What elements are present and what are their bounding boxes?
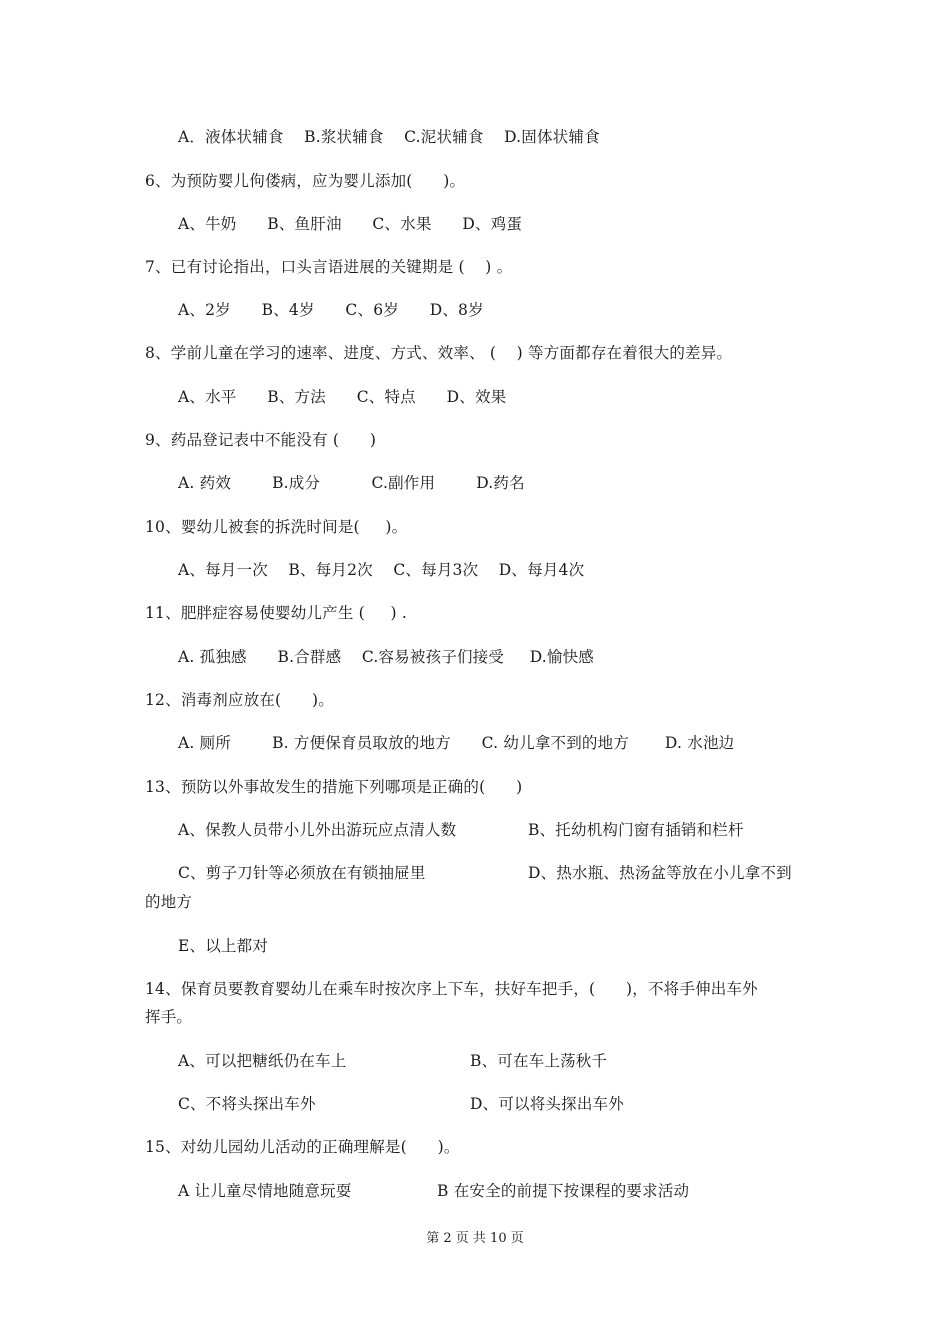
q13-option-d: D、热水瓶、热汤盆等放在小儿拿不到 [528, 864, 792, 882]
question-13: 13、预防以外事故发生的措施下列哪项是正确的( ) [145, 778, 523, 796]
question-14: 14、保育员要教育婴幼儿在乘车时按次序上下车，扶好车把手，( )，不将手伸出车外 [145, 980, 758, 998]
q11-options: A. 孤独感 B.合群感 C.容易被孩子们接受 D.愉快感 [178, 648, 595, 666]
q13-option-e: E、以上都对 [178, 937, 269, 955]
page-footer: 第 2 页 共 10 页 [426, 1231, 524, 1246]
question-6: 6、为预防婴儿佝偻病，应为婴儿添加( )。 [145, 172, 466, 190]
q8-options: A、水平 B、方法 C、特点 D、效果 [178, 388, 507, 406]
q14-option-c: C、不将头探出车外 [178, 1095, 316, 1113]
question-10: 10、婴幼儿被套的拆洗时间是( )。 [145, 518, 408, 536]
q15-option-a: A 让儿童尽情地随意玩耍 [178, 1182, 352, 1200]
q13-option-c: C、剪子刀针等必须放在有锁抽屉里 [178, 864, 426, 882]
question-9: 9、药品登记表中不能没有 ( ) [145, 431, 377, 449]
question-15: 15、对幼儿园幼儿活动的正确理解是( )。 [145, 1138, 460, 1156]
q14-option-a: A、可以把糖纸仍在车上 [178, 1052, 347, 1070]
q14-option-d: D、可以将头探出车外 [470, 1095, 624, 1113]
question-12: 12、消毒剂应放在( )。 [145, 691, 334, 709]
q7-options: A、2岁 B、4岁 C、6岁 D、8岁 [178, 301, 484, 319]
question-11: 11、肥胖症容易使婴幼儿产生 ( ) . [145, 604, 408, 622]
q13-option-b: B、托幼机构门窗有插销和栏杆 [528, 821, 744, 839]
question-7: 7、已有讨论指出，口头言语进展的关键期是 ( ) 。 [145, 258, 513, 276]
question-8: 8、学前儿童在学习的速率、进度、方式、效率、 ( ) 等方面都存在着很大的差异。 [145, 344, 733, 362]
question-14-continued: 挥手。 [145, 1008, 193, 1026]
q15-option-b: B 在安全的前提下按课程的要求活动 [437, 1182, 690, 1200]
q13-option-a: A、保教人员带小儿外出游玩应点清人数 [178, 821, 457, 839]
q10-options: A、每月一次 B、每月2次 C、每月3次 D、每月4次 [178, 561, 585, 579]
q9-options: A. 药效 B.成分 C.副作用 D.药名 [178, 474, 525, 492]
q12-options: A. 厕所 B. 方便保育员取放的地方 C. 幼儿拿不到的地方 D. 水池边 [178, 734, 735, 752]
q5-options: A．液体状辅食 B.浆状辅食 C.泥状辅食 D.固体状辅食 [178, 128, 600, 146]
q6-options: A、牛奶 B、鱼肝油 C、水果 D、鸡蛋 [178, 215, 523, 233]
q14-option-b: B、可在车上荡秋千 [470, 1052, 608, 1070]
q13-option-d-continued: 的地方 [145, 893, 193, 911]
